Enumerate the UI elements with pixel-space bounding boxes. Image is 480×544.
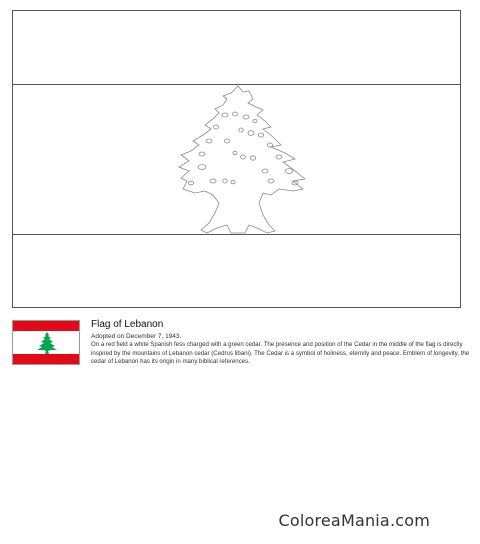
cedar-tree-outline-icon [13,11,462,309]
thumbnail-red-stripe-top [13,321,79,331]
thumbnail-red-stripe-bottom [13,354,79,364]
flag-info-panel [91,319,471,367]
site-brand: ColoreaMania.com [278,511,430,530]
flag-title: Flag of Lebanon [91,319,164,330]
lebanon-flag-thumbnail [12,320,80,365]
flag-description: On a red field a white Spanish fess charged with a green cedar. The presence and position of the Cedar in the middle of the flag is directly inspired by the mountains of Lebanon cedar (Cedrus libani). The Cedar is a symbol of holiness, eternity and peace. Emblem of longevity, the cedar of Lebanon has its origin in many biblical references. [91,341,470,366]
flag-coloring-outline [12,10,461,308]
adoption-date: Adopted on December 7, 1943. [91,333,182,340]
cedar-tree-icon [36,332,58,355]
